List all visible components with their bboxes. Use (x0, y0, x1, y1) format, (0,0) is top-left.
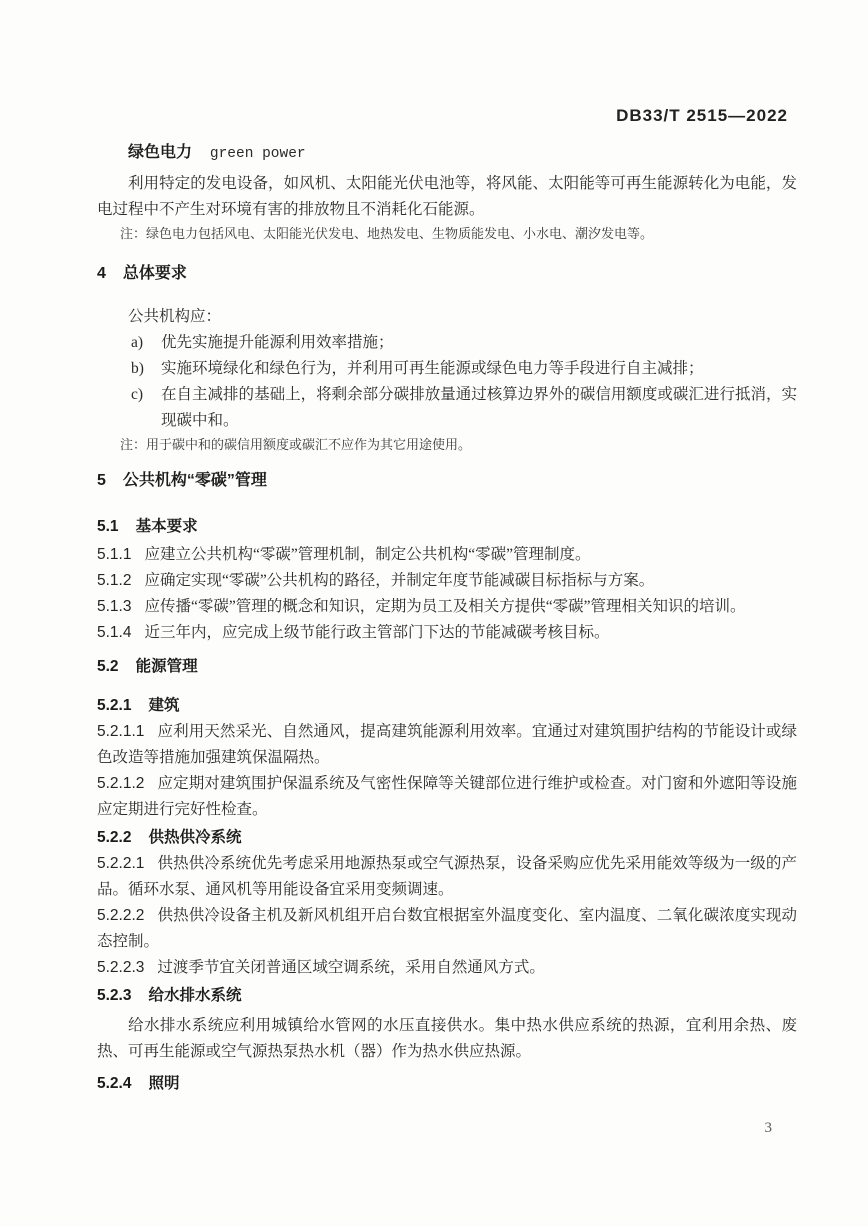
list-item-label: b) (131, 360, 144, 377)
term-definition: 利用特定的发电设备，如风机、太阳能光伏电池等，将风能、太阳能等可再生能源转化为电能，发电过程中不产生对环境有害的排放物且不消耗化石能源。 (97, 175, 797, 218)
clause-text: 过渡季节宜关闭普通区域空调系统，采用自然通风方式。 (157, 959, 545, 976)
section-title: 给水排水系统 (148, 987, 242, 1004)
section-title: 能源管理 (135, 658, 198, 675)
section-title: 公共机构“零碳”管理 (122, 472, 267, 489)
clause-number: 5.2.2.3 (97, 959, 145, 976)
section-number: 5.2.3 (97, 987, 132, 1004)
clause-text: 应传播“零碳”管理的概念和知识，定期为员工及相关方提供“零碳”管理相关知识的培训。 (144, 598, 746, 615)
list-item-label: a) (131, 334, 144, 351)
clause-5-2-1-2 (97, 771, 797, 823)
clause-text: 应确定实现“零碳”公共机构的路径，并制定年度节能减碳目标指标与方案。 (144, 572, 655, 589)
section-number: 5.2.4 (97, 1075, 132, 1092)
clause-5-1-4 (97, 620, 797, 646)
clause-text: 应定期对建筑围护保温系统及气密性保障等关键部位进行维护或检查。对门窗和外遮阳等设施应定期进行完好性检查。 (97, 775, 797, 818)
clause-5-1-3 (97, 594, 797, 620)
clause-number: 5.2.1.1 (97, 723, 145, 740)
clause-number: 5.1.1 (97, 546, 132, 563)
list-item-label: c) (131, 386, 144, 403)
section-number: 5 (97, 472, 106, 489)
page-number: 3 (764, 1120, 772, 1136)
clause-text: 应利用天然采光、自然通风，提高建筑能源利用效率。宜通过对建筑围护结构的节能设计或绿色改造等措施加强建筑保温隔热。 (97, 723, 797, 766)
clause-5-2-2-2 (97, 903, 797, 955)
section-4-note: 注：用于碳中和的碳信用额度或碳汇不应作为其它用途使用。 (120, 437, 472, 452)
clause-number: 5.2.2.1 (97, 855, 145, 872)
term-zh: 绿色电力 (128, 144, 193, 161)
section-number: 5.2 (97, 658, 119, 675)
section-title: 总体要求 (122, 265, 187, 282)
clause-number: 5.1.3 (97, 598, 132, 615)
list-item-b (97, 356, 797, 382)
clause-5-2-1-1 (97, 719, 797, 771)
section-5-2-4-heading (97, 1071, 797, 1097)
clause-5-2-2-3 (97, 955, 797, 981)
section-5-2-3-heading (97, 983, 797, 1009)
term-en: green power (209, 146, 306, 162)
clause-number: 5.1.4 (97, 624, 132, 641)
section-4-intro: 公共机构应： (128, 308, 222, 325)
clause-number: 5.1.2 (97, 572, 132, 589)
section-title: 建筑 (148, 697, 180, 714)
section-title: 供热供冷系统 (148, 829, 242, 846)
clause-text: 应建立公共机构“零碳”管理机制，制定公共机构“零碳”管理制度。 (144, 546, 591, 563)
clause-text: 供热供冷系统优先考虑采用地源热泵或空气源热泵，设备采购应优先采用能效等级为一级的产品。循环水泵、通风机等用能设备宜采用变频调速。 (97, 855, 797, 898)
section-number: 4 (97, 265, 106, 282)
section-4-list (97, 330, 797, 434)
section-number: 5.2.1 (97, 697, 132, 714)
clause-text: 近三年内，应完成上级节能行政主管部门下达的节能减碳考核目标。 (144, 624, 610, 641)
list-item-text: 优先实施提升能源利用效率措施； (161, 334, 394, 351)
list-item-a (97, 330, 797, 356)
section-5-2-heading (97, 654, 797, 680)
list-item-c (97, 382, 797, 434)
clause-number: 5.2.1.2 (97, 775, 145, 792)
section-5-2-2-heading (97, 825, 797, 851)
section-5-heading (97, 468, 797, 494)
section-number: 5.1 (97, 518, 119, 535)
list-item-text: 实施环境绿化和绿色行为，并利用可再生能源或绿色电力等手段进行自主减排； (161, 360, 704, 377)
clause-5-1-2 (97, 568, 797, 594)
term-note: 注：绿色电力包括风电、太阳能光伏发电、地热发电、生物质能发电、小水电、潮汐发电等。 (120, 226, 654, 241)
paragraph-5-2-3: 给水排水系统应利用城镇给水管网的水压直接供水。集中热水供应系统的热源，宜利用余热、废热、可再生能源或空气源热泵热水机（器）作为热水供应热源。 (97, 1017, 797, 1060)
clause-5-1-1 (97, 542, 797, 568)
standard-code-header: DB33/T 2515—2022 (616, 106, 788, 125)
section-title: 照明 (148, 1075, 180, 1092)
clauses-5-1 (97, 542, 797, 646)
section-number: 5.2.2 (97, 829, 132, 846)
clause-text: 供热供冷设备主机及新风机组开启台数宜根据室外温度变化、室内温度、二氧化碳浓度实现动态控制。 (97, 907, 797, 950)
section-5-2-1-heading (97, 693, 797, 719)
clause-5-2-2-1 (97, 851, 797, 903)
term-heading (97, 140, 797, 167)
section-5-1-heading (97, 514, 797, 540)
page-content (97, 140, 797, 1097)
section-4-heading (97, 261, 797, 287)
section-title: 基本要求 (135, 518, 198, 535)
list-item-text: 在自主减排的基础上，将剩余部分碳排放量通过核算边界外的碳信用额度或碳汇进行抵消，实现碳中和。 (161, 386, 797, 429)
clause-number: 5.2.2.2 (97, 907, 145, 924)
